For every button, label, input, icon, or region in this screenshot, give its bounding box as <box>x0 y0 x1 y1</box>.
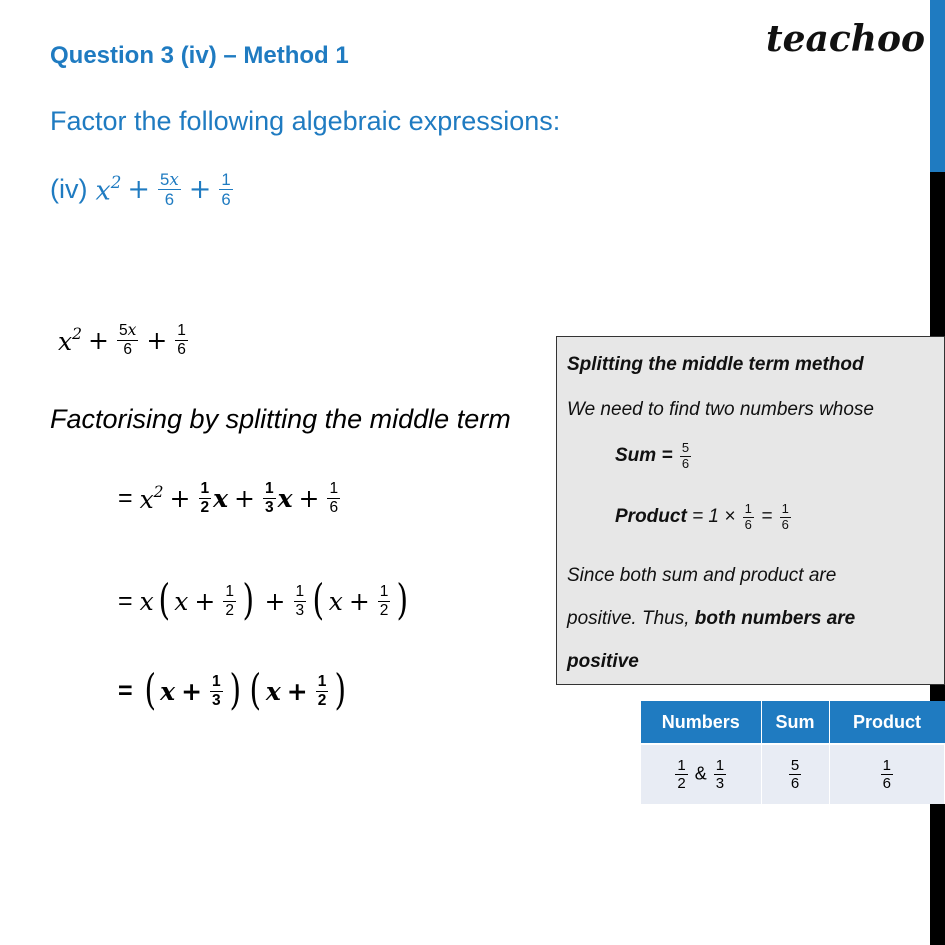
method-label: Factorising by splitting the middle term <box>50 404 511 434</box>
cell-sum: $\frac{5}{6}$ <box>761 744 829 804</box>
numbers-table <box>641 701 945 804</box>
note-title: Splitting the middle term method <box>567 354 864 375</box>
given-expression: $x^2$ + $\frac{5x}{6}$ + $\frac{1}{6}$ <box>58 321 186 358</box>
header-numbers: Numbers <box>641 701 761 744</box>
step-split-terms: = $x^2$ + $\frac{1}{2}$ x + $\frac{1}{3}$ x + $\frac{1}{6}$ <box>118 480 339 516</box>
table-row <box>641 744 945 804</box>
table-header-row <box>641 701 945 744</box>
question-label: (iv) <box>50 174 88 205</box>
right-edge-accent <box>930 0 945 172</box>
cell-product: $\frac{1}{6}$ <box>829 744 945 804</box>
note-line-5: positive. Thus, both numbers are <box>567 608 856 629</box>
note-sum: Sum = $\frac{5}{6}$ <box>615 440 690 471</box>
step-final-answer: = ( x + $\frac{1}{3}$ ) ( x + $\frac{1}{2}$ ) <box>118 666 347 715</box>
teachoo-logo: teachoo <box>766 18 925 60</box>
note-product: Product = 1 × $\frac{1}{6}$ = $\frac{1}{6}$ <box>615 501 789 532</box>
question-heading: Question 3 (iv) – Method 1 <box>50 42 349 69</box>
step-group-terms: = x ( x + $\frac{1}{2}$ ) + $\frac{1}{3}$ ( x + $\frac{1}{2}$ ) <box>118 576 409 625</box>
note-line-6: positive <box>567 651 639 672</box>
question-text: Factor the following algebraic expressions: <box>50 106 561 136</box>
note-line-4: Since both sum and product are <box>567 565 837 586</box>
header-product: Product <box>829 701 945 744</box>
cell-numbers: $\frac{1}{2}$ & $\frac{1}{3}$ <box>641 744 761 804</box>
question-expression: (iv) $x^2$ + $\frac{5x}{6}$ + $\frac{1}{6}$ <box>50 169 231 210</box>
method-note-box <box>556 336 945 685</box>
note-line-1: We need to find two numbers whose <box>567 399 874 420</box>
header-sum: Sum <box>761 701 829 744</box>
